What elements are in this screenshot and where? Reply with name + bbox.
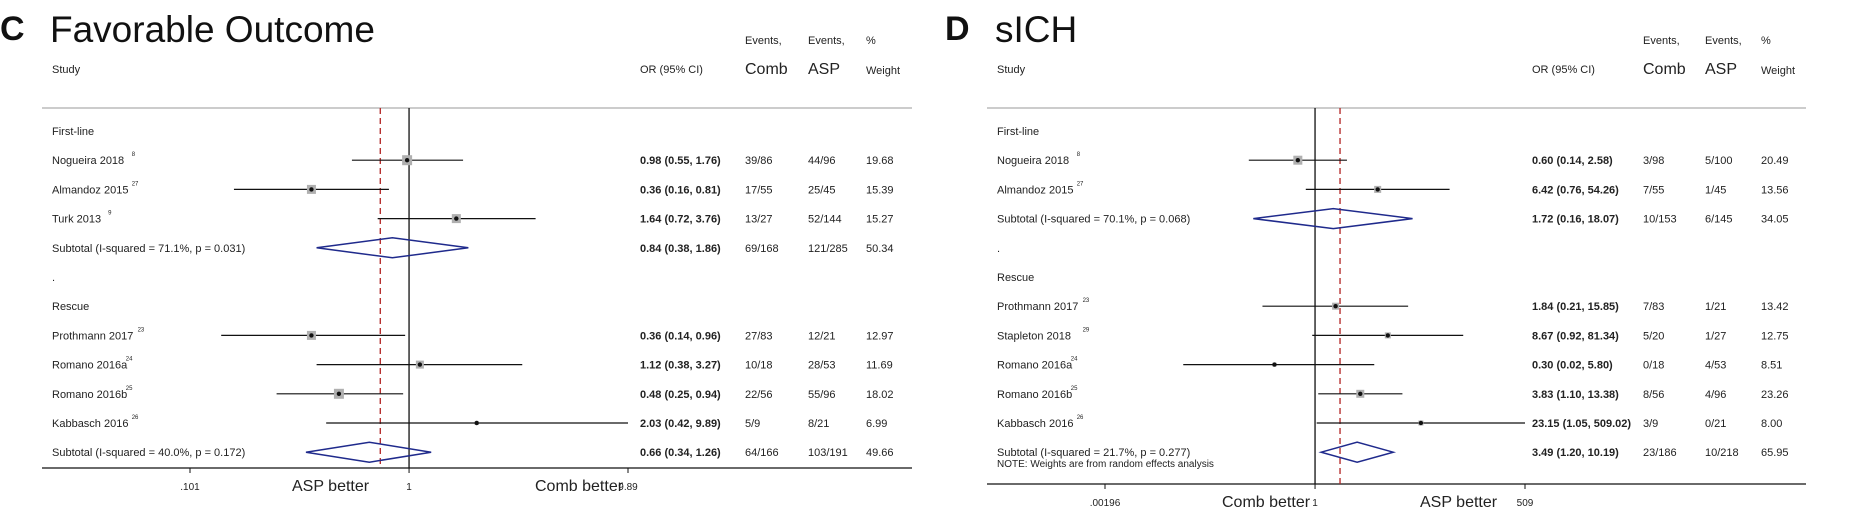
or-ci-value: 1.12 (0.38, 3.27) [640,359,721,372]
study-row [997,357,1782,372]
or-ci-value: 3.83 (1.10, 13.38) [1532,388,1619,401]
events-comb-value: 3/98 [1643,155,1665,168]
separator-dot: . [52,272,56,284]
study-label: Romano 2016b [52,388,128,401]
events-comb-value: 7/83 [1643,301,1665,314]
study-row [997,152,1789,167]
study-label: Kabbasch 2016 [997,418,1074,430]
events-asp-value: 10/218 [1705,447,1739,460]
weight-value: 8.00 [1761,418,1783,430]
study-label: Nogueira 2018 [52,155,125,168]
events-comb-value: 5/9 [745,418,761,430]
events-asp-value: 103/191 [808,447,848,460]
reference-superscript: 25 [125,385,133,392]
reference-superscript: 26 [1076,415,1084,421]
reference-superscript: 27 [1076,181,1084,188]
events-comb-value: 23/186 [1643,447,1677,460]
weight-value: 15.27 [866,213,894,226]
events-comb-value: 69/168 [745,242,779,255]
axis-tick-label: 1 [1312,498,1318,509]
pooled-diamond [317,238,469,258]
group-label: Rescue [997,272,1035,284]
reference-superscript: 24 [125,356,133,363]
weight-value: 8.51 [1761,359,1783,372]
right-favors-label: Comb better [535,478,624,495]
events-asp-value: 1/27 [1705,330,1727,343]
header-events-asp-top: Events, [1705,35,1742,47]
weight-value: 34.05 [1761,213,1789,226]
study-row [997,415,1782,430]
point-estimate [337,392,341,396]
weight-value: 12.97 [866,330,894,343]
point-estimate [309,187,313,191]
study-label: Romano 2016a [997,359,1073,372]
or-ci-value: 0.66 (0.34, 1.26) [640,447,721,460]
events-asp-value: 55/96 [808,388,836,401]
study-label: Almandoz 2015 [997,184,1074,197]
header-weight: Weight [1761,65,1796,77]
events-asp-value: 4/96 [1705,388,1727,401]
axis-tick-label: 9.89 [618,482,638,493]
group-row [52,301,89,313]
header-or: OR (95% CI) [640,64,703,76]
pooled-diamond [306,442,431,462]
reference-superscript: 8 [1076,152,1081,159]
point-estimate [418,362,422,366]
group-label: Rescue [52,301,90,314]
point-estimate [309,333,313,337]
group-row [997,126,1039,138]
events-asp-value: 8/21 [808,418,830,430]
group-row [997,272,1034,284]
study-label: Prothmann 2017 [997,301,1079,314]
events-asp-value: 1/21 [1705,301,1727,314]
or-ci-value: 1.84 (0.21, 15.85) [1532,301,1619,314]
or-ci-value: 23.15 (1.05, 509.02) [1532,418,1632,430]
axis-tick-label: .00196 [1089,498,1121,509]
header-weight: Weight [866,65,901,77]
reference-superscript: 23 [1082,298,1090,305]
pooled-diamond [1321,442,1393,462]
study-label: Nogueira 2018 [997,155,1070,168]
subtotal-label: Subtotal (I-squared = 40.0%, p = 0.172) [52,447,246,460]
study-row [52,211,894,226]
events-comb-value: 13/27 [745,213,773,226]
or-ci-value: 0.36 (0.14, 0.96) [640,330,721,343]
header-study: Study [52,64,81,76]
or-ci-value: 0.48 (0.25, 0.94) [640,388,721,401]
or-ci-value: 0.36 (0.16, 0.81) [640,184,721,197]
point-estimate [1272,362,1276,366]
reference-superscript: 8 [131,152,136,159]
point-estimate [1419,421,1423,425]
weight-value: 12.75 [1761,330,1789,343]
study-label: Prothmann 2017 [52,330,134,343]
subtotal-row [52,442,894,462]
subtotal-label: Subtotal (I-squared = 21.7%, p = 0.277) [997,447,1191,460]
events-comb-value: 0/18 [1643,359,1665,372]
events-asp-value: 5/100 [1705,155,1733,168]
pooled-diamond [1253,209,1412,229]
header-events-comb: Comb [745,61,788,78]
study-label: Romano 2016b [997,388,1073,401]
weight-value: 13.56 [1761,184,1789,197]
study-row [997,298,1789,313]
or-ci-value: 2.03 (0.42, 9.89) [640,418,721,430]
events-comb-value: 7/55 [1643,184,1665,197]
group-row [52,126,94,138]
or-ci-value: 3.49 (1.20, 10.19) [1532,447,1619,460]
group-label: First-line [997,126,1040,138]
panel-letter: C [0,10,25,48]
subtotal-label: Subtotal (I-squared = 70.1%, p = 0.068) [997,213,1191,226]
events-comb-value: 22/56 [745,388,773,401]
or-ci-value: 8.67 (0.92, 81.34) [1532,330,1619,343]
reference-superscript: 24 [1070,356,1078,363]
events-comb-value: 27/83 [745,330,773,343]
axis-tick-label: 1 [406,482,412,493]
study-row [52,386,894,401]
header-weight-top: % [1761,35,1771,47]
panel-title: Favorable Outcome [50,9,375,50]
reference-superscript: 29 [1082,327,1090,334]
header-events-asp: ASP [1705,61,1738,78]
weight-value: 20.49 [1761,155,1789,168]
header-events-asp: ASP [808,61,841,78]
point-estimate [475,421,479,425]
panel-d [945,9,1806,511]
study-label: Almandoz 2015 [52,184,129,197]
header-or: OR (95% CI) [1532,64,1595,76]
events-comb-value: 10/153 [1643,213,1677,226]
weight-value: 23.26 [1761,388,1789,401]
weight-value: 18.02 [866,388,894,401]
events-asp-value: 44/96 [808,155,836,168]
header-events-asp-top: Events, [808,35,845,47]
reference-superscript: 27 [131,181,139,188]
axis-tick-label: .101 [180,482,200,493]
subtotal-row [997,442,1789,462]
header-events-comb-top: Events, [745,35,782,47]
study-label: Stapleton 2018 [997,330,1072,343]
header-study: Study [997,64,1026,76]
reference-superscript: 9 [108,210,112,217]
or-ci-value: 0.84 (0.38, 1.86) [640,242,721,255]
group-label: First-line [52,126,95,138]
study-row [52,152,894,167]
weight-value: 13.42 [1761,301,1789,314]
events-asp-value: 12/21 [808,330,836,343]
events-comb-value: 17/55 [745,184,773,197]
left-favors-label: ASP better [292,478,370,495]
reference-superscript: 23 [137,327,145,334]
or-ci-value: 0.98 (0.55, 1.76) [640,155,721,168]
weight-value: 15.39 [866,184,894,197]
study-row [52,415,887,430]
weight-value: 19.68 [866,155,894,168]
or-ci-value: 1.72 (0.16, 18.07) [1532,213,1619,226]
reference-superscript: 26 [131,415,139,421]
study-row [997,327,1789,342]
separator-dot: . [997,242,1001,255]
study-row [997,181,1789,196]
or-ci-value: 1.64 (0.72, 3.76) [640,213,721,226]
weights-note: NOTE: Weights are from random effects analysis [997,459,1214,470]
weight-value: 50.34 [866,242,894,255]
study-label: Romano 2016a [52,359,128,372]
or-ci-value: 0.60 (0.14, 2.58) [1532,155,1613,168]
or-ci-value: 0.30 (0.02, 5.80) [1532,359,1613,372]
point-estimate [1375,187,1379,191]
point-estimate [405,158,409,162]
right-favors-label: ASP better [1420,494,1498,511]
subtotal-row [997,209,1789,229]
study-label: Kabbasch 2016 [52,418,129,430]
axis-tick-label: 509 [1516,498,1534,509]
header-weight-top: % [866,35,876,47]
study-row [997,386,1789,401]
panel-title: sICH [995,9,1078,50]
events-comb-value: 10/18 [745,359,773,372]
group-row [52,272,55,284]
study-row [52,357,893,372]
group-row [997,243,1000,255]
events-comb-value: 64/166 [745,447,779,460]
events-comb-value: 3/9 [1643,418,1659,430]
weight-value: 65.95 [1761,447,1789,460]
reference-superscript: 25 [1070,385,1078,392]
events-comb-value: 5/20 [1643,330,1665,343]
panel-c [0,9,912,495]
events-asp-value: 25/45 [808,184,836,197]
events-asp-value: 28/53 [808,359,836,372]
study-label: Turk 2013 [52,213,102,226]
events-asp-value: 0/21 [1705,418,1727,430]
weight-value: 49.66 [866,447,894,460]
study-row [52,327,894,342]
weight-value: 11.69 [866,359,893,372]
left-favors-label: Comb better [1222,494,1311,511]
header-events-comb-top: Events, [1643,35,1680,47]
events-asp-value: 52/144 [808,213,842,226]
subtotal-row [52,238,894,258]
events-comb-value: 8/56 [1643,388,1665,401]
weight-value: 6.99 [866,418,888,430]
point-estimate [1386,333,1390,337]
point-estimate [1296,158,1300,162]
events-asp-value: 6/145 [1705,213,1733,226]
or-ci-value: 6.42 (0.76, 54.26) [1532,184,1619,197]
subtotal-label: Subtotal (I-squared = 71.1%, p = 0.031) [52,242,246,255]
events-asp-value: 4/53 [1705,359,1727,372]
panel-letter: D [945,10,970,48]
point-estimate [1358,392,1362,396]
study-row [52,181,894,196]
point-estimate [1333,304,1337,308]
events-asp-value: 1/45 [1705,184,1727,197]
point-estimate [454,216,458,220]
events-comb-value: 39/86 [745,155,773,168]
events-asp-value: 121/285 [808,242,848,255]
header-events-comb: Comb [1643,61,1686,78]
